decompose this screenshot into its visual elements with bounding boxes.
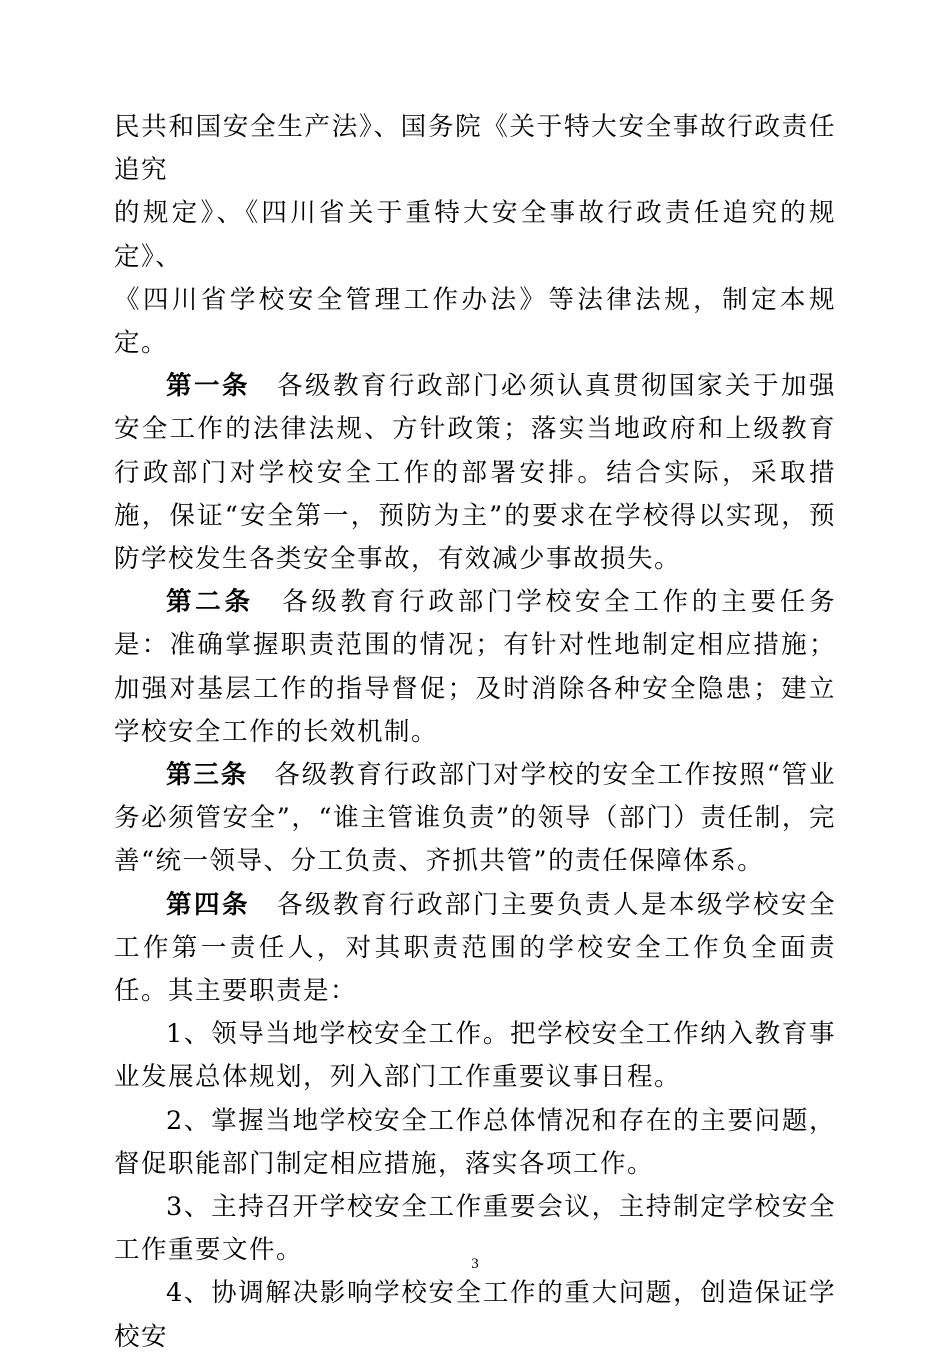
paragraph-intro-continuation bbox=[114, 106, 836, 365]
paragraph-article-1 bbox=[114, 365, 836, 581]
article-text: 各级教育行政部门学校安全工作的主要任务是：准确掌握职责范围的情况；有针对性地制定相应措施；加强对基层工作的指导督促；及时消除各种安全隐患；建立学校安全工作的长效机制。 bbox=[114, 587, 836, 747]
text-line: 《四川省学校安全管理工作办法》等法律法规，制定本规定。 bbox=[114, 284, 836, 359]
list-item-text: 3、主持召开学校安全工作重要会议，主持制定学校安全工作重要文件。 bbox=[114, 1192, 836, 1266]
paragraph-article-4 bbox=[114, 884, 836, 1014]
list-item-text: 4、协调解决影响学校安全工作的重大问题，创造保证学校安 bbox=[114, 1278, 836, 1352]
document-body bbox=[114, 106, 836, 1359]
text-line: 民共和国安全生产法》、国务院《关于特大安全事故行政责任追究 bbox=[114, 112, 836, 186]
text-line: 的规定》、《四川省关于重特大安全事故行政责任追究的规定》、 bbox=[114, 198, 836, 272]
article-number: 第四条 bbox=[166, 889, 250, 920]
list-item-4 bbox=[114, 1272, 836, 1358]
list-item-1 bbox=[114, 1013, 836, 1099]
page-number: 3 bbox=[471, 1256, 479, 1272]
article-text: 各级教育行政部门主要负责人是本级学校安全工作第一责任人，对其职责范围的学校安全工作负全面责任。其主要职责是： bbox=[114, 889, 836, 1007]
paragraph-article-2 bbox=[114, 581, 836, 754]
list-item-text: 1、领导当地学校安全工作。把学校安全工作纳入教育事业发展总体规划，列入部门工作重要议事日程。 bbox=[114, 1019, 836, 1093]
article-number: 第二条 bbox=[166, 587, 254, 618]
article-number: 第三条 bbox=[166, 760, 249, 791]
list-item-text: 2、掌握当地学校安全工作总体情况和存在的主要问题，督促职能部门制定相应措施，落实各项工作。 bbox=[114, 1105, 836, 1179]
paragraph-article-3 bbox=[114, 754, 836, 884]
article-number: 第一条 bbox=[166, 371, 250, 402]
article-text: 各级教育行政部门必须认真贯彻国家关于加强安全工作的法律法规、方针政策；落实当地政府和上级教育行政部门对学校安全工作的部署安排。结合实际，采取措施，保证“安全第一，预防为主”的要求在学校得以实现，预防学校发生各类安全事故，有效减少事故损失。 bbox=[114, 371, 836, 575]
article-text: 各级教育行政部门对学校的安全工作按照“管业务必须管安全”，“谁主管谁负责”的领导（部门）责任制，完善“统一领导、分工负责、齐抓共管”的责任保障体系。 bbox=[114, 760, 836, 877]
list-item-2 bbox=[114, 1100, 836, 1186]
